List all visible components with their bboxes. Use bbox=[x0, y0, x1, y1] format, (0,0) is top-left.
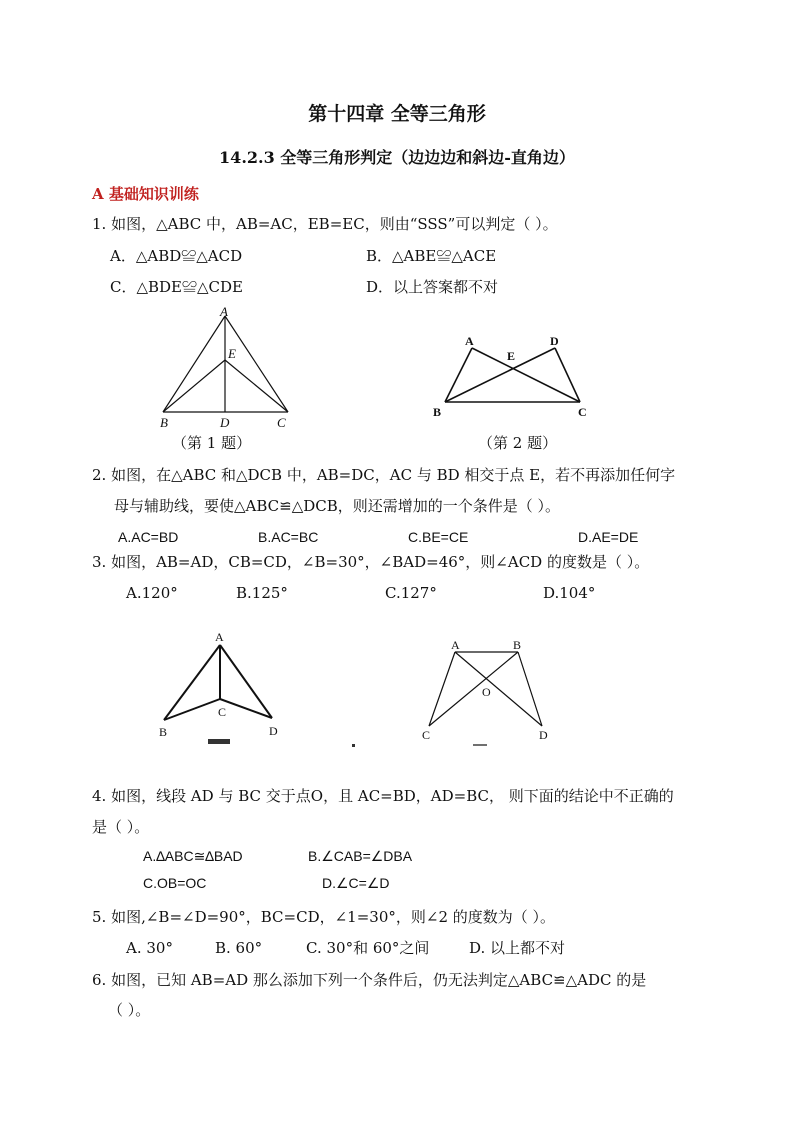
q2-figure bbox=[425, 330, 595, 425]
q3-figure-caption-smudge bbox=[208, 739, 230, 744]
q2-option-b: B.AC=BC bbox=[258, 529, 319, 545]
q6-stem-line2: （ ）。 bbox=[108, 1001, 151, 1019]
q1-stem: 1. 如图，△ABC 中，AB=AC，EB=EC，则由“SSS”可以判定（ ）。 bbox=[92, 215, 558, 233]
q4-stem-line1: 4. 如图，线段 AD 与 BC 交于点O，且 AC=BD，AD=BC， 则下面的结论中不正确的 bbox=[92, 787, 674, 805]
q2-stem-line1: 2. 如图，在△ABC 和△DCB 中，AB=DC，AC 与 BD 相交于点 E，若不再添加任何字 bbox=[92, 466, 676, 484]
q2-stem-line2: 母与辅助线，要使△ABC≌△DCB，则还需增加的一个条件是（ ）。 bbox=[114, 497, 561, 515]
q1-label-e: E bbox=[228, 346, 236, 361]
q1-side-ab bbox=[163, 316, 225, 412]
q4-segment-bd bbox=[518, 652, 542, 726]
q4-label-d: D bbox=[539, 728, 548, 742]
q2-option-d: D.AE=DE bbox=[578, 529, 639, 545]
q4-option-a: A.∆ABC≅∆BAD bbox=[143, 848, 243, 864]
q4-label-a: A bbox=[451, 638, 460, 652]
q3-figure bbox=[150, 625, 290, 750]
q5-option-a: A. 30° bbox=[126, 939, 173, 957]
q4-option-d: D.∠C=∠D bbox=[322, 875, 390, 891]
q4-figure bbox=[415, 638, 565, 753]
q4-label-c: C bbox=[422, 728, 431, 742]
q2-side-ab bbox=[445, 348, 472, 402]
part-a-heading: A 基础知识训练 bbox=[92, 185, 199, 203]
q1-label-d: D bbox=[220, 415, 230, 430]
q3-option-c: C.127° bbox=[385, 584, 437, 602]
q2-option-c: C.BE=CE bbox=[408, 529, 469, 545]
q5-option-b: B. 60° bbox=[215, 939, 263, 957]
q3-side-ad bbox=[220, 645, 272, 718]
q1-triangle-figure bbox=[150, 300, 310, 435]
q1-label-a: A bbox=[220, 304, 228, 319]
q2-label-b: B bbox=[433, 405, 442, 419]
q1-segment-ce bbox=[225, 360, 288, 412]
q2-label-e: E bbox=[507, 349, 516, 363]
q2-label-d: D bbox=[550, 334, 559, 348]
q1-segment-be bbox=[163, 360, 225, 412]
q3-label-c: C bbox=[218, 705, 227, 719]
q5-option-c: C. 30°和 60°之间 bbox=[306, 939, 430, 957]
q1-option-d: D．以上答案都不对 bbox=[366, 278, 499, 296]
q2-figure-caption: （第 2 题） bbox=[478, 434, 558, 452]
q2-side-dc bbox=[555, 348, 580, 402]
q4-option-c: C.OB=OC bbox=[143, 875, 207, 891]
q3-label-a: A bbox=[215, 630, 224, 644]
q4-option-b: B.∠CAB=∠DBA bbox=[308, 848, 413, 864]
chapter-title: 第十四章 全等三角形 bbox=[308, 103, 486, 125]
q3-option-b: B.125° bbox=[236, 584, 288, 602]
q4-label-b: B bbox=[513, 638, 522, 652]
stray-dot bbox=[352, 744, 355, 747]
q3-option-d: D.104° bbox=[543, 584, 596, 602]
q1-label-b: B bbox=[160, 415, 168, 430]
q1-option-a: A．△ABD≌△ACD bbox=[110, 247, 243, 265]
q2-segment-bd bbox=[445, 348, 555, 402]
q2-segment-ac bbox=[472, 348, 580, 402]
q4-stem-line2: 是（ ）。 bbox=[92, 818, 150, 836]
q1-side-ac bbox=[225, 316, 288, 412]
section-title: 14.2.3 全等三角形判定（边边边和斜边-直角边） bbox=[219, 148, 575, 167]
q2-option-a: A.AC=BD bbox=[118, 529, 179, 545]
q4-segment-ad bbox=[455, 652, 542, 726]
q5-stem: 5. 如图,∠B=∠D=90°，BC=CD，∠1=30°，则∠2 的度数为（ ）。 bbox=[92, 908, 556, 926]
q1-label-c: C bbox=[277, 415, 286, 430]
q3-option-a: A.120° bbox=[126, 584, 178, 602]
q2-label-c: C bbox=[578, 405, 587, 419]
q6-stem-line1: 6. 如图，已知 AB=AD 那么添加下列一个条件后，仍无法判定△ABC≌△ADC 的是 bbox=[92, 971, 647, 989]
q5-option-d: D. 以上都不对 bbox=[469, 939, 566, 957]
q1-figure-caption: （第 1 题） bbox=[172, 434, 252, 452]
q3-label-b: B bbox=[159, 725, 168, 739]
q1-option-b: B．△ABE≌△ACE bbox=[366, 247, 497, 265]
q3-label-d: D bbox=[269, 724, 278, 738]
q1-option-c: C．△BDE≌△CDE bbox=[110, 278, 244, 296]
q2-label-a: A bbox=[465, 334, 474, 348]
q4-label-o: O bbox=[482, 685, 491, 699]
q3-stem: 3. 如图，AB=AD，CB=CD，∠B=30°，∠BAD=46°，则∠ACD 的度数是（ ）。 bbox=[92, 553, 650, 571]
